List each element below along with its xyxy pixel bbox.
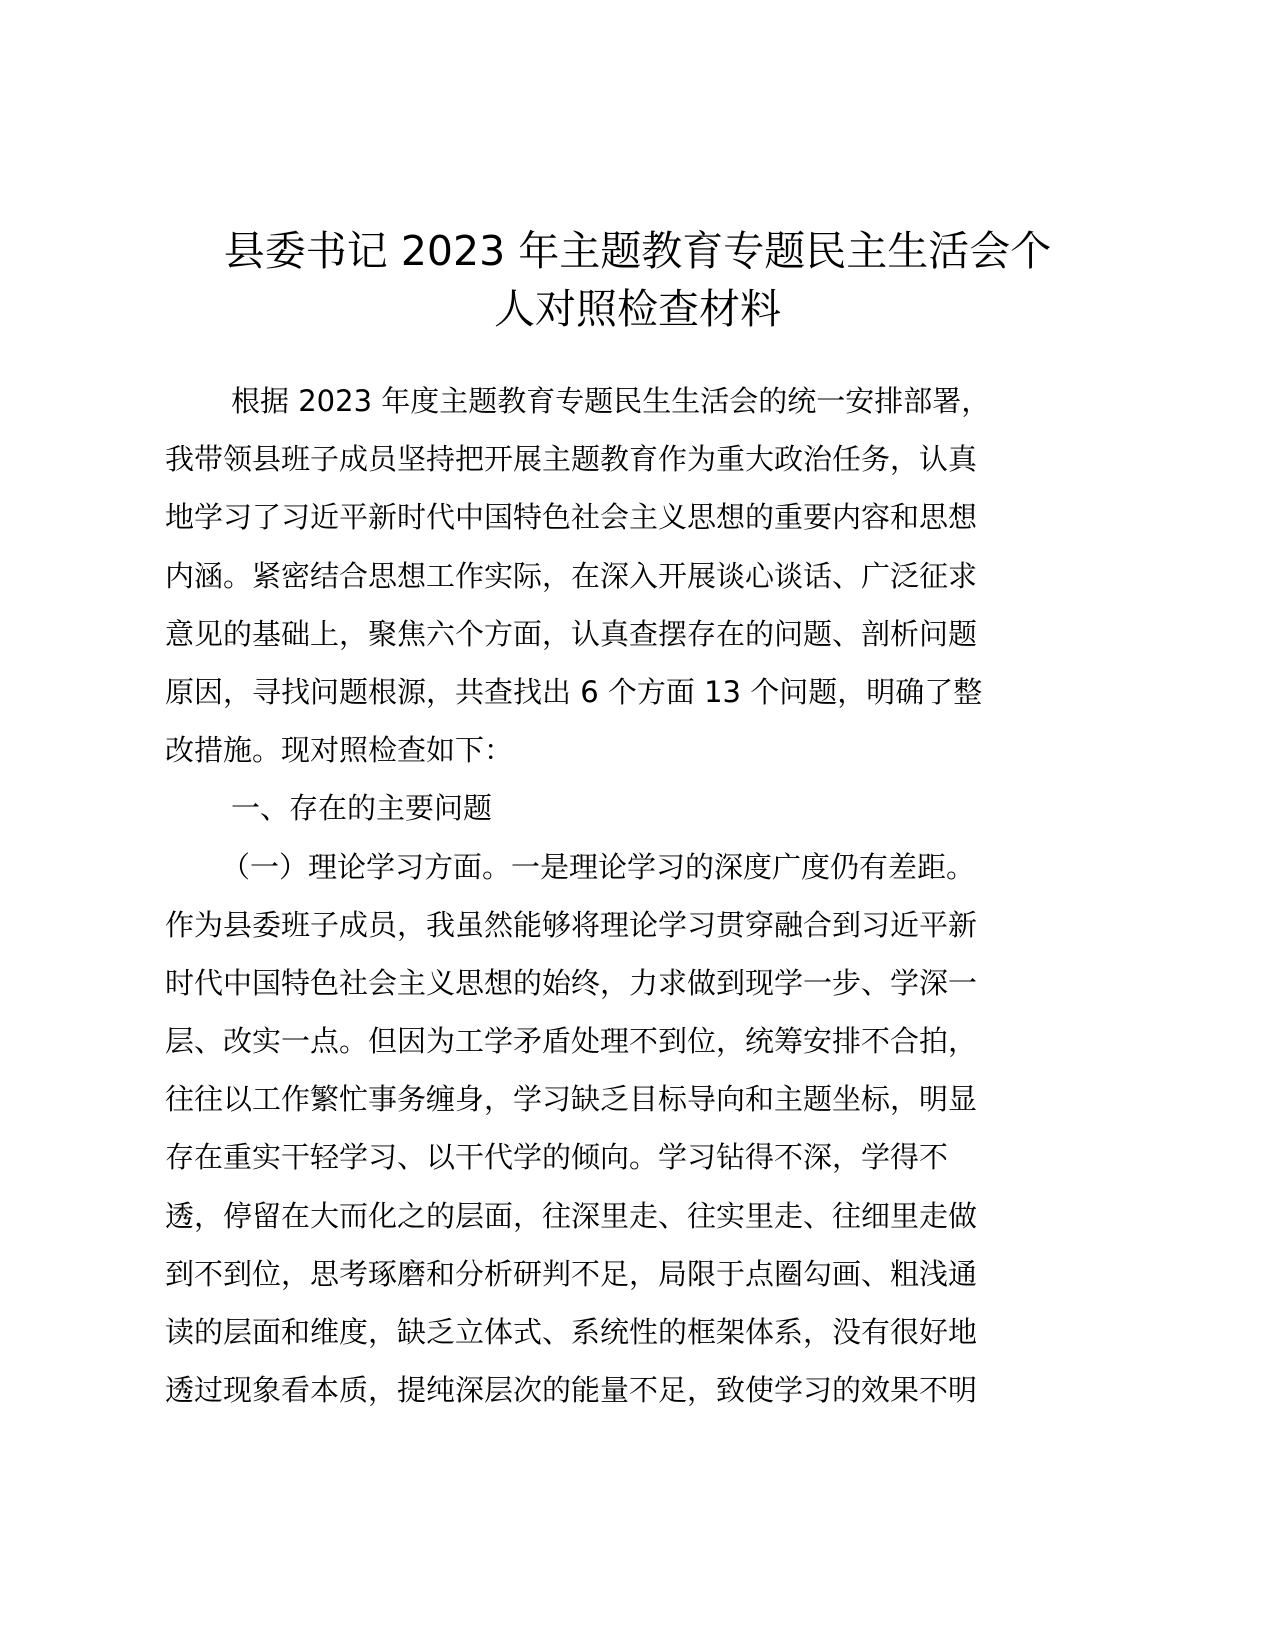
- paragraph-theory-line: 透，停留在大而化之的层面，往深里走、往实里走、往细里走做: [165, 1198, 978, 1233]
- title-line-1: 县委书记 2023 年主题教育专题民主生活会个: [223, 227, 1052, 275]
- paragraph-theory-line: 透过现象看本质，提纯深层次的能量不足，致使学习的效果不明: [165, 1373, 978, 1408]
- paragraph-intro-line: 原因，寻找问题根源，共查找出 6 个方面 13 个问题，明确了整: [165, 674, 983, 709]
- paragraph-intro-line: 地学习了习近平新时代中国特色社会主义思想的重要内容和思想: [165, 500, 978, 535]
- paragraph-intro-line: 意见的基础上，聚焦六个方面，认真查摆存在的问题、剖析问题: [165, 616, 978, 651]
- paragraph-intro-line: 根据 2023 年度主题教育专题民生生活会的统一安排部署，: [231, 384, 991, 418]
- paragraph-theory-line: 时代中国特色社会主义思想的始终，力求做到现学一步、学深一: [165, 965, 978, 1000]
- paragraph-theory-line: 读的层面和维度，缺乏立体式、系统性的框架体系，没有很好地: [165, 1315, 978, 1349]
- document-body: [165, 372, 1095, 1419]
- paragraph-theory-line: （一）理论学习方面。一是理论学习的深度广度仍有差距。: [221, 849, 976, 884]
- paragraph-intro-line: 改措施。现对照检查如下：: [165, 733, 514, 768]
- paragraph-theory-line: 作为县委班子成员，我虽然能够将理论学习贯穿融合到习近平新: [165, 907, 978, 942]
- paragraph-theory-line: 存在重实干轻学习、以干代学的倾向。学习钻得不深，学得不: [165, 1140, 949, 1175]
- title-line-2: 人对照检查材料: [494, 285, 781, 333]
- section-heading: 一、存在的主要问题: [231, 791, 493, 826]
- paragraph-theory-line: 往往以工作繁忙事务缠身，学习缺乏目标导向和主题坐标，明显: [165, 1082, 978, 1117]
- paragraph-theory-line: 到不到位，思考琢磨和分析研判不足，局限于点圈勾画、粗浅通: [165, 1256, 978, 1291]
- paragraph-theory-line: 层、改实一点。但因为工学矛盾处理不到位，统筹安排不合拍，: [165, 1024, 978, 1059]
- paragraph-intro-line: 内涵。紧密结合思想工作实际，在深入开展谈心谈话、广泛征求: [165, 558, 978, 593]
- paragraph-intro-line: 我带领县班子成员坚持把开展主题教育作为重大政治任务，认真: [165, 442, 978, 477]
- document-title: [150, 222, 1125, 338]
